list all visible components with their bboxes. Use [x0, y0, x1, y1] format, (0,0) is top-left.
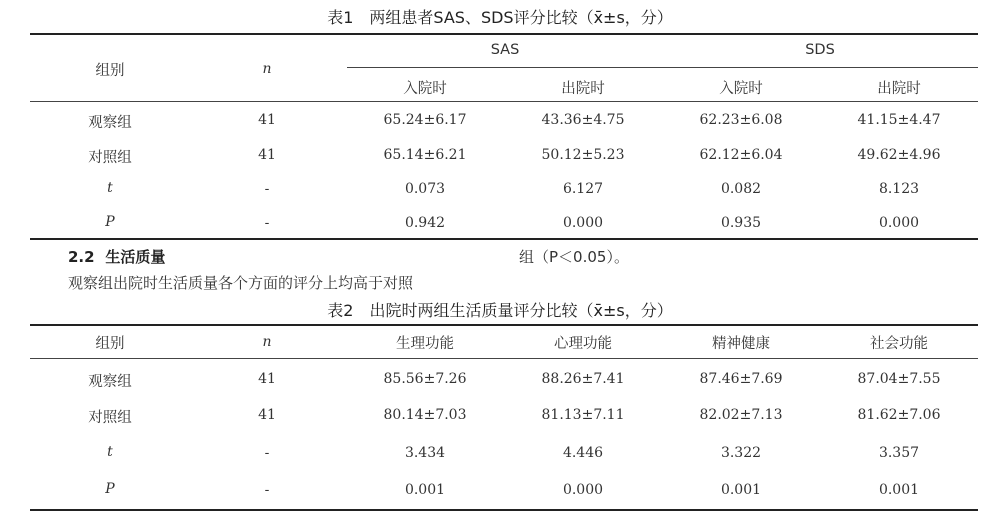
table2-row-label: 观察组	[88, 374, 132, 390]
table2-row-n: -	[264, 445, 270, 461]
table2-row-n: 41	[258, 371, 276, 387]
table1-header-n: n	[262, 61, 272, 77]
table2-cell: 81.13±7.11	[541, 407, 625, 423]
table1-row-n: 41	[258, 112, 276, 128]
table2-header-col: 社会功能	[870, 336, 928, 352]
table1-cell: 41.15±4.47	[857, 112, 941, 128]
section-heading-text: 生活质量	[105, 248, 166, 266]
table1-row-n: -	[264, 181, 270, 197]
table1-cell: 6.127	[562, 181, 604, 197]
table2-cell: 0.001	[878, 482, 920, 498]
table2-cell: 0.001	[404, 482, 446, 498]
table1-cell: 8.123	[878, 181, 920, 197]
table2-header-group: 组别	[95, 336, 125, 352]
table1-cell: 0.000	[562, 215, 604, 231]
table2-cell: 3.434	[404, 445, 446, 461]
table2-row-label: 对照组	[88, 410, 132, 426]
table1-cell: 65.14±6.21	[383, 147, 467, 163]
table1-cell: 0.935	[720, 215, 762, 231]
table1-row-label: 观察组	[88, 115, 132, 131]
table1-cell: 62.23±6.08	[699, 112, 783, 128]
table2-row-label: P	[105, 481, 115, 497]
table2-caption: 表2 出院时两组生活质量评分比较（x̄±s，分）	[327, 301, 673, 320]
table2-row-n: -	[264, 482, 270, 498]
section-paragraph: 观察组出院时生活质量各个方面的评分上均高于对照	[68, 274, 414, 292]
table2-cell: 0.001	[720, 482, 762, 498]
table1-header-sds: SDS	[805, 42, 835, 58]
table2-header-col: 精神健康	[712, 336, 770, 352]
table1-sub-3: 入院时	[719, 81, 763, 97]
table2-header-n: n	[262, 334, 272, 350]
table1-cell: 62.12±6.04	[699, 147, 783, 163]
table1-header-sas: SAS	[490, 42, 520, 58]
table2-header-col: 生理功能	[396, 336, 454, 352]
table2-cell: 3.357	[878, 445, 920, 461]
table2-cell: 0.000	[562, 482, 604, 498]
table1-cell: 49.62±4.96	[857, 147, 941, 163]
table1-bottom-rule	[30, 238, 978, 240]
table2-top-rule	[30, 324, 978, 326]
table1-cell: 0.942	[404, 215, 446, 231]
table1-cell: 50.12±5.23	[541, 147, 625, 163]
table2-cell: 88.26±7.41	[541, 371, 625, 387]
table1-group-rule	[347, 67, 978, 68]
table1-cell: 0.000	[878, 215, 920, 231]
table1-row-n: -	[264, 215, 270, 231]
table1-cell: 0.073	[404, 181, 446, 197]
table2-header-col: 心理功能	[554, 336, 612, 352]
table1-sub-1: 入院时	[403, 81, 447, 97]
table1-cell: 43.36±4.75	[541, 112, 625, 128]
table2-cell: 81.62±7.06	[857, 407, 941, 423]
table1-row-label: P	[105, 214, 115, 230]
table2-cell: 4.446	[562, 445, 604, 461]
table2-header-rule	[30, 358, 978, 359]
table1-header-rule	[30, 101, 978, 102]
table1-row-n: 41	[258, 147, 276, 163]
table1-cell: 65.24±6.17	[383, 112, 467, 128]
table2-cell: 85.56±7.26	[383, 371, 467, 387]
table1-sub-4: 出院时	[877, 81, 921, 97]
table1-top-rule	[30, 33, 978, 35]
table1-row-label: t	[107, 180, 113, 196]
table2-cell: 87.04±7.55	[857, 371, 941, 387]
table2-cell: 80.14±7.03	[383, 407, 467, 423]
table2-cell: 82.02±7.13	[699, 407, 783, 423]
table1-caption: 表1 两组患者SAS、SDS评分比较（x̄±s，分）	[327, 8, 673, 27]
table1-cell: 0.082	[720, 181, 762, 197]
table2-cell: 3.322	[720, 445, 762, 461]
table1-sub-2: 出院时	[561, 81, 605, 97]
table1-row-label: 对照组	[88, 150, 132, 166]
table2-bottom-rule	[30, 509, 978, 511]
table1-header-group: 组别	[95, 63, 125, 79]
section-heading	[68, 246, 165, 267]
section-right-fragment: 组（P＜0.05）。	[519, 248, 629, 266]
section-heading-number: 2.2	[68, 248, 95, 266]
table2-row-label: t	[107, 444, 113, 460]
table2-cell: 87.46±7.69	[699, 371, 783, 387]
table2-row-n: 41	[258, 407, 276, 423]
